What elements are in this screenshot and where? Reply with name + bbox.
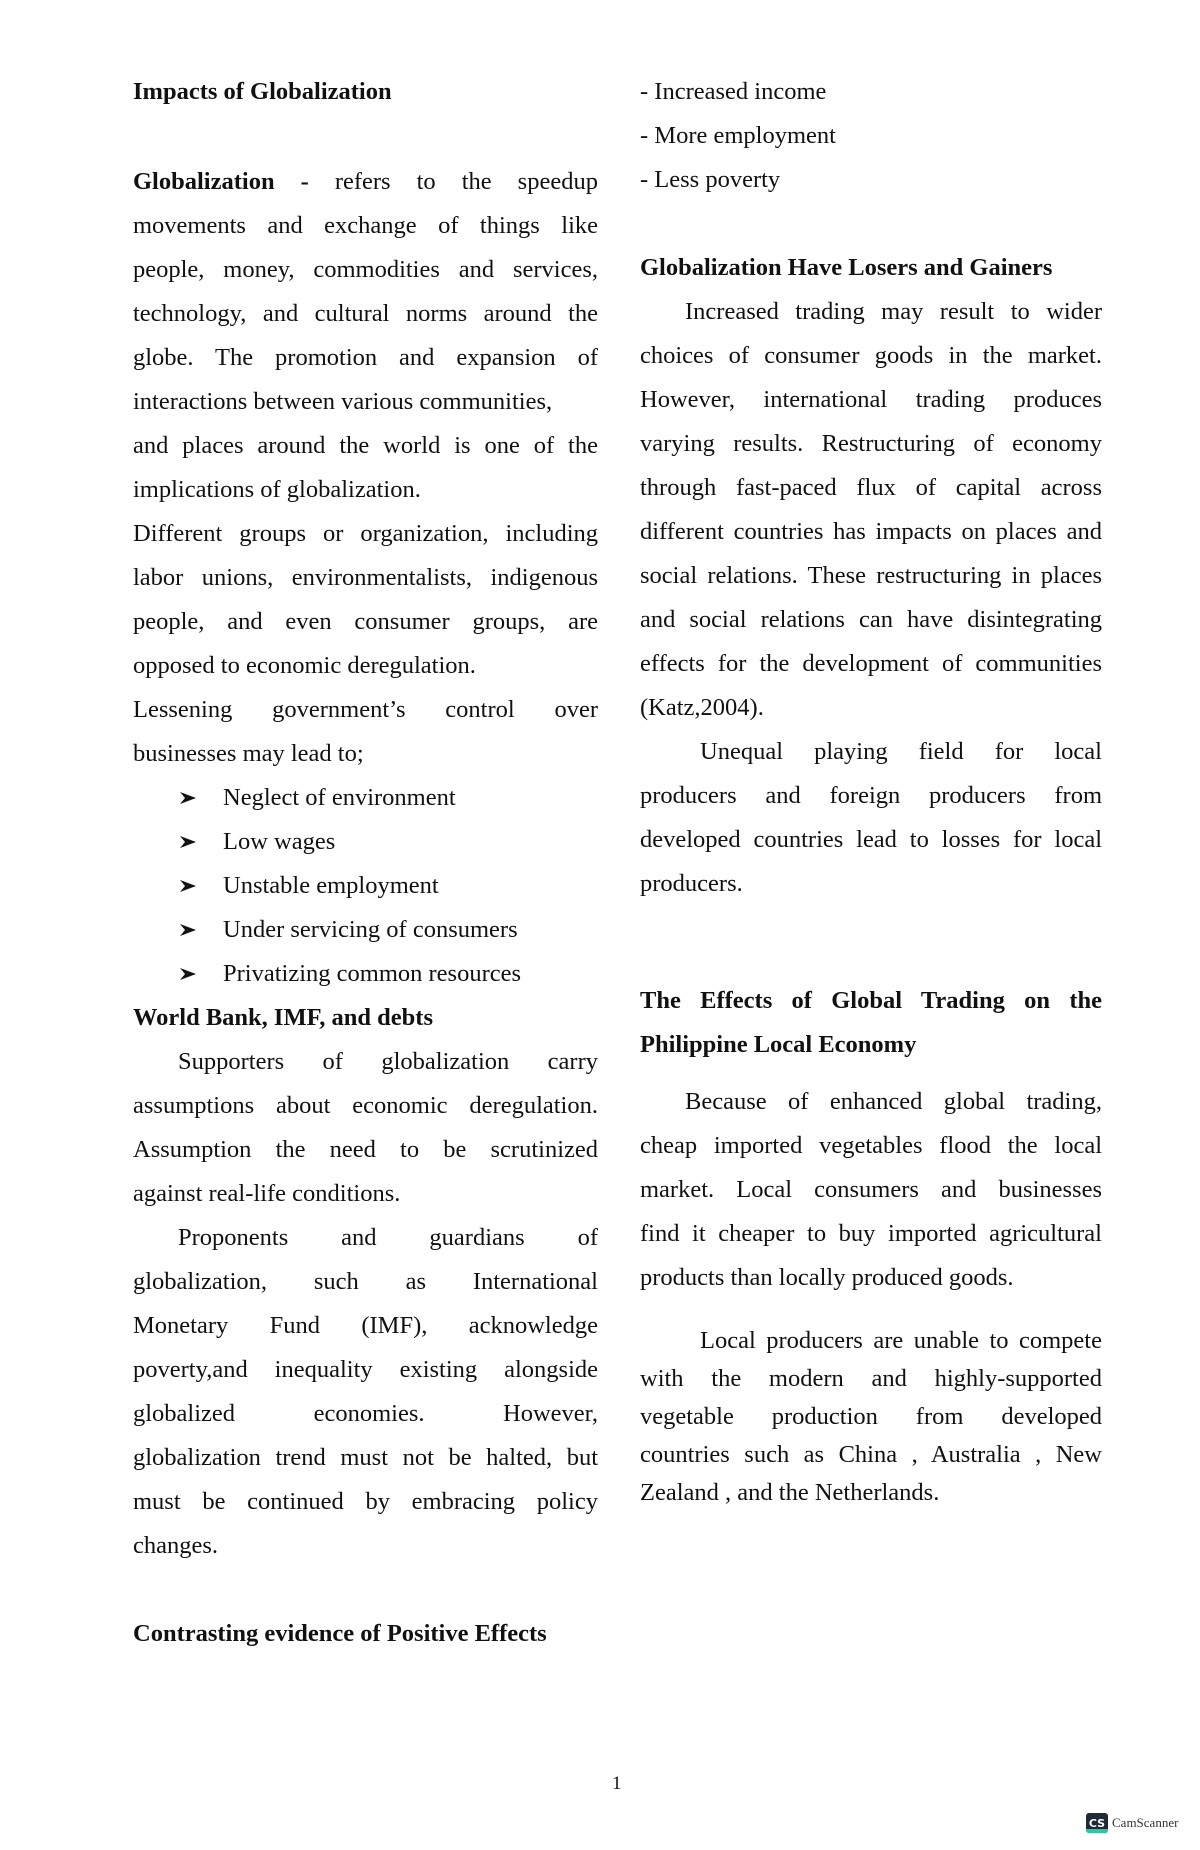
word: speedup [517, 168, 598, 195]
bullet-label: Under servicing of consumers [223, 916, 518, 943]
section-title-impacts: Impacts of Globalization [133, 78, 392, 105]
arrowhead-bullet-icon [178, 783, 198, 813]
text-line: globalization trend must not be halted, but [133, 1444, 598, 1471]
text-line: poverty,and inequality existing alongside [133, 1356, 598, 1383]
definition-term: Globalization [133, 168, 275, 195]
text-line: against real-life conditions. [133, 1180, 401, 1207]
text-line: products than locally produced goods. [640, 1264, 1014, 1291]
text-line: Monetary Fund (IMF), acknowledge [133, 1312, 598, 1339]
section-heading-world-bank: World Bank, IMF, and debts [133, 1004, 433, 1031]
text-line: Because of enhanced global trading, [685, 1088, 1102, 1115]
bullet-label: Low wages [223, 828, 336, 855]
section-heading-effects-line2: Philippine Local Economy [640, 1031, 917, 1058]
text-line: must be continued by embracing policy [133, 1488, 598, 1515]
text-line: Increased trading may result to wider [685, 298, 1102, 325]
word: refers [334, 168, 391, 195]
bullet-label: Unstable employment [223, 872, 439, 899]
text-line: changes. [133, 1532, 219, 1559]
text-line: globe. The promotion and expansion of [133, 344, 598, 371]
text-line: people, money, commodities and services, [133, 256, 598, 283]
text-line: and places around the world is one of the [133, 432, 598, 459]
camscanner-label: CamScanner [1112, 1815, 1179, 1830]
text-line: Different groups or organization, including [133, 520, 598, 547]
text-line: opposed to economic deregulation. [133, 652, 476, 679]
text-line: Supporters of globalization carry [178, 1048, 598, 1075]
arrowhead-bullet-icon [178, 915, 198, 945]
positive-effect-item: - Less poverty [640, 166, 781, 193]
positive-effect-item: - More employment [640, 122, 836, 149]
arrowhead-bullet-icon [178, 959, 198, 989]
text-line: people, and even consumer groups, are [133, 608, 598, 635]
text-line: (Katz,2004). [640, 694, 764, 721]
text-line: Unequal playing field for local [700, 738, 1102, 765]
text-line: interactions between various communities, [133, 388, 553, 415]
text-line: Proponents and guardians of [178, 1224, 598, 1251]
text-line: through fast-paced flux of capital across [640, 474, 1102, 501]
text-line: globalization, such as International [133, 1268, 598, 1295]
text-line: Zealand , and the Netherlands. [640, 1479, 940, 1506]
text-line: businesses may lead to; [133, 740, 364, 767]
text-line: movements and exchange of things like [133, 212, 598, 239]
section-heading-contrasting: Contrasting evidence of Positive Effects [133, 1620, 547, 1647]
text-line: different countries has impacts on places and [640, 518, 1102, 545]
text-line: producers and foreign producers from [640, 782, 1102, 809]
text-line: effects for the development of communities [640, 650, 1102, 677]
text-line: vegetable production from developed [640, 1403, 1102, 1430]
section-heading-effects: The Effects of Global Trading on the [640, 987, 1102, 1014]
text-line: market. Local consumers and businesses [640, 1176, 1102, 1203]
text-line: producers. [640, 870, 743, 897]
text-line: choices of consumer goods in the market. [640, 342, 1102, 369]
text-line: labor unions, environmentalists, indigenous [133, 564, 598, 591]
camscanner-logo-icon: CS [1086, 1813, 1108, 1833]
text-line: countries such as China , Australia , New [640, 1441, 1102, 1468]
text-line: and social relations can have disintegrating [640, 606, 1102, 633]
definition-first-line [133, 167, 598, 197]
word: the [461, 168, 492, 195]
text-line: with the modern and highly-supported [640, 1365, 1102, 1392]
camscanner-watermark [1086, 1810, 1178, 1836]
text-line: developed countries lead to losses for local [640, 826, 1102, 853]
text-line: implications of globalization. [133, 476, 421, 503]
text-line: assumptions about economic deregulation. [133, 1092, 598, 1119]
page-number: 1 [612, 1773, 622, 1794]
text-line: Assumption the need to be scrutinized [133, 1136, 598, 1163]
text-line: varying results. Restructuring of economy [640, 430, 1102, 457]
definition-dash: - [300, 168, 309, 195]
text-line: social relations. These restructuring in places [640, 562, 1102, 589]
bullet-label: Neglect of environment [223, 784, 456, 811]
bullet-label: Privatizing common resources [223, 960, 522, 987]
arrowhead-bullet-icon [178, 827, 198, 857]
text-line: Local producers are unable to compete [700, 1327, 1102, 1354]
arrowhead-bullet-icon [178, 871, 198, 901]
text-line: Lessening government’s control over [133, 696, 598, 723]
word: to [416, 168, 436, 195]
section-heading-losers-gainers: Globalization Have Losers and Gainers [640, 254, 1053, 281]
text-line: find it cheaper to buy imported agricultural [640, 1220, 1102, 1247]
positive-effect-item: - Increased income [640, 78, 827, 105]
text-line: cheap imported vegetables flood the local [640, 1132, 1102, 1159]
text-line: globalized economies. However, [133, 1400, 598, 1427]
text-line: technology, and cultural norms around the [133, 300, 598, 327]
text-line: However, international trading produces [640, 386, 1102, 413]
